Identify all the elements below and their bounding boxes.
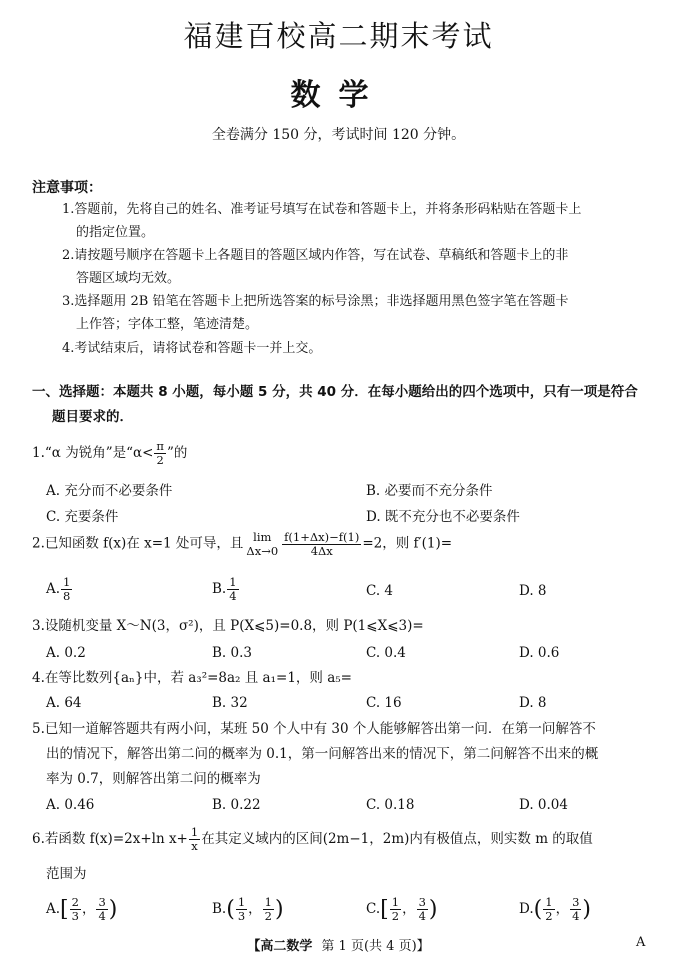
option-c[interactable]: C.[ $\frac{1}{2}$ ， $\frac{3}{4}$ )	[366, 895, 438, 923]
option-b[interactable]: B. $\frac{1}{4}$	[212, 575, 237, 603]
option-d[interactable]: D. 0.6	[519, 645, 560, 661]
option-b[interactable]: B. 0.3	[212, 645, 252, 661]
fraction: $\frac{1}{x}$	[190, 825, 199, 853]
option-d[interactable]: D.( $\frac{1}{2}$ ， $\frac{3}{4}$ )	[519, 895, 591, 923]
paper-version: A	[636, 935, 646, 950]
option-d[interactable]: D. 0.04	[519, 797, 568, 813]
option-b[interactable]: B. 0.22	[212, 797, 261, 813]
exam-meta: 全卷满分 150 分，考试时间 120 分钟。	[211, 127, 466, 143]
option-b[interactable]: B. 必要而不充分条件	[366, 483, 493, 499]
section-heading: 一、选择题：本题共 8 小题，每小题 5 分，共 40 分．在每小题给出的四个选项中，只有一项是符合 题目要求的．	[32, 384, 638, 425]
option-a[interactable]: A.[ $\frac{2}{3}$ ， $\frac{3}{4}$ )	[46, 895, 118, 923]
option-d[interactable]: D. 既不充分也不必要条件	[366, 509, 520, 525]
option-a[interactable]: A. 0.46	[46, 797, 95, 813]
question-6: 6.若函数 f(x)=2x+ln x+ $\frac{1}{x}$ 在其定义域内的区间(2m−1，2m)内有极值点，则实数 m 的取值	[32, 825, 593, 853]
question-6-cont: 范围为	[46, 866, 87, 882]
option-c[interactable]: C. 0.4	[366, 645, 406, 661]
option-c[interactable]: C. 16	[366, 695, 402, 711]
page-footer: 【高二数学 第 1 页(共 4 页)】	[247, 939, 430, 954]
option-a[interactable]: A. 64	[46, 695, 82, 711]
question-5: 5.已知一道解答题共有两小问，某班 50 个人中有 30 个人能够解答出第一问．在第一问解答不 出的情况下，解答出第二问的概率为 0.1，第一问解答出来的情况下，第二问解答不出来的概 率为 0.7，则解答出第二问的概率为	[32, 721, 599, 787]
notice-heading: 注意事项：	[32, 180, 102, 196]
question-1: 1.“α 为锐角”是“α< $\frac{\pi}{2}$ ”的	[32, 439, 188, 467]
option-c[interactable]: C. 充要条件	[46, 509, 119, 525]
exam-title: 福建百校高二期末考试	[183, 19, 494, 53]
fraction: $\frac{\pi}{2}$	[156, 439, 164, 467]
question-3: 3.设随机变量 X～N(3，σ²)，且 P(X⩽5)=0.8，则 P(1⩽X⩽3)=	[32, 618, 424, 634]
notice-item: 3.选择题用 2B 铅笔在答题卡上把所选答案的标号涂黑；非选择题用黑色签字笔在答题卡 上作答；字体工整，笔迹清楚。	[62, 294, 569, 332]
notice-item: 2.请按题号顺序在答题卡上各题目的答题区域内作答，写在试卷、草稿纸和答题卡上的非 答题区域均无效。	[62, 248, 569, 286]
notice-item: 4.考试结束后，请将试卷和答题卡一并上交。	[62, 341, 322, 356]
option-c[interactable]: C. 4	[366, 583, 394, 599]
notice-item: 1.答题前，先将自己的姓名、准考证号填写在试卷和答题卡上，并将条形码粘贴在答题卡上 的指定位置。	[62, 202, 582, 240]
option-c[interactable]: C. 0.18	[366, 797, 415, 813]
question-4: 4.在等比数列{aₙ}中，若 a₃²=8a₂ 且 a₁=1，则 a₅=	[32, 670, 352, 686]
option-b[interactable]: B.( $\frac{1}{3}$ ， $\frac{1}{2}$ )	[212, 895, 284, 923]
option-b[interactable]: B. 32	[212, 695, 248, 711]
option-a[interactable]: A. 0.2	[46, 645, 86, 661]
option-d[interactable]: D. 8	[519, 695, 547, 711]
option-a[interactable]: A. 充分而不必要条件	[46, 483, 173, 499]
fraction: $\frac{f(1+\Delta x)-f(1)}{4\Delta x}$	[284, 529, 360, 558]
question-2: 2.已知函数 f(x)在 x=1 处可导，且 lim Δx→0 $\frac{f(1+\Delta x)-f(1)}{4\Delta x}$ =2，则 f′(1)=	[32, 529, 453, 558]
option-a[interactable]: A. $\frac{1}{8}$	[46, 575, 71, 603]
option-d[interactable]: D. 8	[519, 583, 547, 599]
limit-operator: lim Δx→0	[246, 530, 279, 558]
subject-title: 数学	[290, 78, 387, 113]
